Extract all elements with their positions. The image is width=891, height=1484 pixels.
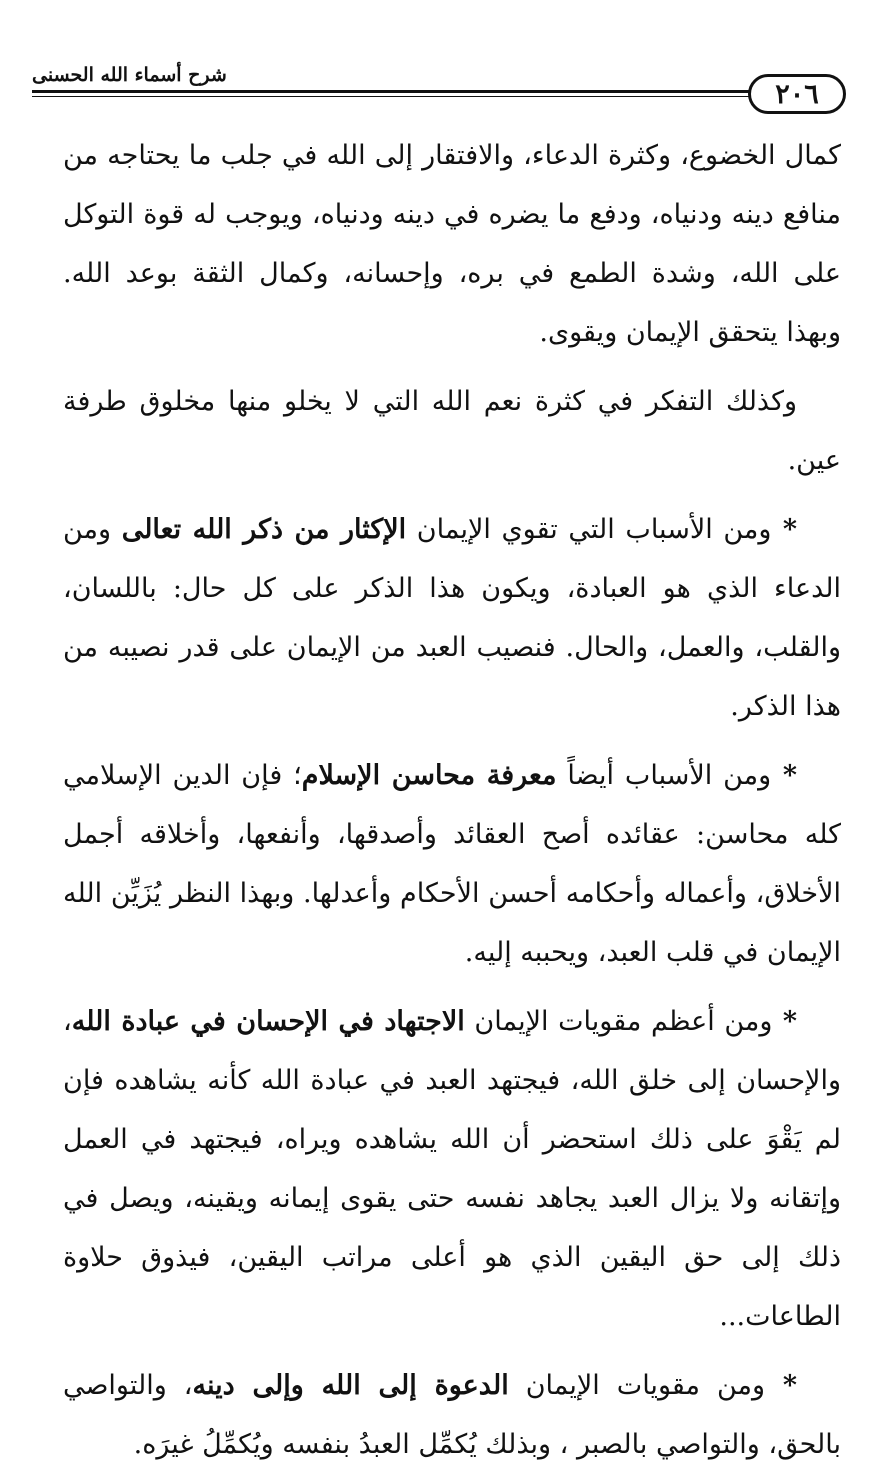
bold-text-run: *	[772, 1006, 797, 1037]
paragraph	[63, 126, 841, 362]
page-number	[748, 74, 846, 114]
paragraph	[63, 1356, 841, 1474]
text-run: ، والإحسان إلى خلق الله، فيجتهد العبد في عبادة الله كأنه يشاهده فإن لم يَقْوَ على ذلك استحضر أن الله يشاهده ويراه، فيجتهد في العمل وإتقانه ولا يزال العبد يجاهد نفسه حتى يقوى إيمانه ويقينه، ويصل في ذلك إلى حق اليقين الذي هو أعلى مراتب اليقين، فيذوق حلاوة الطاعات...	[63, 1006, 841, 1332]
bold-text-run: *	[771, 514, 797, 545]
bold-text-run: الدعوة إلى الله وإلى دينه	[192, 1370, 509, 1401]
text-run: ومن الأسباب أيضاً	[556, 760, 772, 791]
paragraph	[63, 500, 841, 736]
book-title: شرح أسماء الله الحسنى	[32, 64, 227, 86]
header-rule	[32, 90, 750, 93]
page-header	[26, 62, 846, 122]
bold-text-run: الاجتهاد في الإحسان في عبادة الله	[71, 1006, 465, 1037]
paragraph	[63, 372, 841, 490]
text-run: وكذلك التفكر في كثرة نعم الله التي لا يخلو منها مخلوق طرفة عين.	[63, 386, 841, 476]
text-run: ، والتواصي بالحق، والتواصي بالصبر ، وبذلك يُكمِّل العبدُ بنفسه ويُكمِّلُ غيرَه.	[63, 1370, 841, 1460]
bold-text-run: الإكثار من ذكر الله تعالى	[121, 514, 407, 545]
text-run: ؛ فإن الدين الإسلامي كله محاسن: عقائده أصح العقائد وأصدقها، وأنفعها، وأخلاقه أجمل الأخلاق، وأعماله وأحكامه أحسن الأحكام وأعدلها. وبهذا النظر يُزَيِّن الله الإيمان في قلب العبد، ويحببه إليه.	[63, 760, 841, 968]
header-rule-thin	[32, 96, 750, 97]
text-run: ومن مقويات الإيمان	[508, 1370, 766, 1401]
paragraph	[63, 992, 841, 1346]
body-text	[63, 126, 841, 1484]
bold-text-run: *	[771, 760, 797, 791]
bold-text-run: *	[765, 1370, 797, 1401]
paragraph	[63, 746, 841, 982]
text-run: ومن الدعاء الذي هو العبادة، ويكون هذا الذكر على كل حال: باللسان، والقلب، والعمل، والحال. فنصيب العبد من الإيمان على قدر نصيبه من هذا الذكر.	[63, 514, 841, 722]
text-run: ومن أعظم مقويات الإيمان	[464, 1006, 773, 1037]
text-run: كمال الخضوع، وكثرة الدعاء، والافتقار إلى الله في جلب ما يحتاجه من منافع دينه ودنياه، ودفع ما يضره في دينه ودنياه، ويوجب له قوة التوكل على الله، وشدة الطمع في بره، وإحسانه، وكمال الثقة بوعد الله. وبهذا يتحقق الإيمان ويقوى.	[63, 140, 841, 348]
page-number-text: ٢٠٦	[775, 78, 819, 110]
text-run: ومن الأسباب التي تقوي الإيمان	[406, 514, 772, 545]
bold-text-run: معرفة محاسن الإسلام	[301, 760, 557, 791]
